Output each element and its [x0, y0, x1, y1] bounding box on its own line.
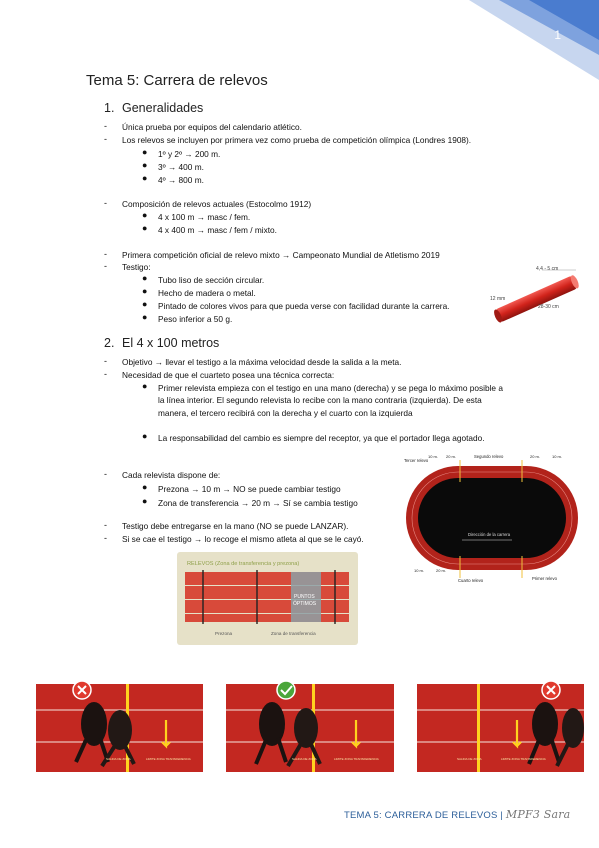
track-label-primer: Primer relevo: [532, 576, 557, 581]
s2-line-1: Objetivo → llevar el testigo a la máxima velocidad desde la salida a la meta.: [122, 357, 402, 367]
track-label-10m: 10 m.: [414, 568, 425, 573]
dash-marker: -: [104, 134, 107, 144]
s2-line-3: Cada relevista dispone de:: [122, 470, 221, 480]
section-2-heading: 2. El 4 x 100 metros: [104, 336, 220, 350]
zone-title: RELEVOS (Zona de transferencia y prezona): [187, 561, 300, 567]
bullet-icon: ●: [142, 299, 148, 309]
handoff-photo-wrong-2: [417, 680, 584, 772]
dash-marker: -: [104, 249, 107, 259]
zone-optimos: ÓPTIMOS: [293, 601, 317, 607]
bullet-icon: ●: [142, 496, 148, 506]
bullet-icon: ●: [142, 431, 148, 441]
transfer-zone-diagram: [177, 552, 358, 645]
bullet-icon: ●: [142, 147, 148, 157]
zone-puntos: PUNTOS: [294, 594, 315, 600]
dash-marker: -: [104, 520, 107, 530]
s2-line-2: Necesidad de que el cuarteto posea una técnica correcta:: [122, 370, 335, 380]
page-title: Tema 5: Carrera de relevos: [86, 72, 268, 89]
track-diagram: [402, 452, 584, 584]
photo-label: LIMITE ZONA TRANSFERENCIA: [146, 757, 191, 761]
bullet-icon: ●: [142, 160, 148, 170]
bullet-icon: ●: [142, 482, 148, 492]
s1-bullet-3: 4º → 800 m.: [158, 175, 204, 185]
corner-decoration: [459, 0, 599, 80]
s1-bullet-2: 3º → 400 m.: [158, 162, 204, 172]
s2-paragraph-1: Primer relevista empieza con el testigo en una mano (derecha) y se pega lo máximo posible a la línea interior. El segundo relevista lo recibe con la mano contraria (izquierda). De esta manera, el tercero recibirá con la derecha y el cuarto con la izquierda: [158, 383, 503, 418]
s1-line-2: Los relevos se incluyen por primera vez como prueba de competición olímpica (Londres 1908).: [122, 135, 472, 145]
bullet-icon: ●: [142, 173, 148, 183]
s1-bullet-8: Pintado de colores vivos para que pueda verse con facilidad durante la carrera.: [158, 301, 450, 311]
photo-label: SALIDA DE ZONA: [106, 757, 131, 761]
s1-bullet-6: Tubo liso de sección circular.: [158, 275, 265, 285]
baton-illustration: [486, 262, 586, 330]
page-footer: [344, 808, 570, 821]
s1-line-1: Única prueba por equipos del calendario atlético.: [122, 122, 302, 132]
s1-line-5: Testigo:: [122, 262, 151, 272]
s1-line-4: Primera competición oficial de relevo mixto → Campeonato Mundial de Atletismo 2019: [122, 250, 440, 260]
track-direction-label: Dirección de la carrera: [468, 532, 511, 537]
photo-label: SALIDA DE ZONA: [457, 757, 482, 761]
dash-marker: -: [104, 469, 107, 479]
baton-length-label: 28-30 cm: [538, 304, 559, 310]
photo-label: SALIDA DE ZONA: [292, 757, 317, 761]
s2-bullet-2: Zona de transferencia → 20 m → Sí se cambia testigo: [158, 498, 358, 508]
photo-label: LIMITE ZONA TRANSFERENCIA: [334, 757, 379, 761]
track-label-10m: 10 m.: [552, 454, 563, 459]
bullet-icon: ●: [142, 273, 148, 283]
dash-marker: -: [104, 356, 107, 366]
dash-marker: -: [104, 533, 107, 543]
s2-line-5: Si se cae el testigo → lo recoge el mismo atleta al que se le cayó.: [122, 534, 364, 544]
s2-bullet-1: Prezona → 10 m → NO se puede cambiar testigo: [158, 484, 341, 494]
s1-bullet-9: Peso inferior a 50 g.: [158, 314, 233, 324]
bullet-icon: ●: [142, 312, 148, 322]
s1-bullet-7: Hecho de madera o metal.: [158, 288, 256, 298]
section-1-heading: 1. Generalidades: [104, 101, 204, 115]
s1-bullet-5: 4 x 400 m → masc / fem / mixto.: [158, 225, 277, 235]
bullet-icon: ●: [142, 286, 148, 296]
track-label-cuarto: Cuarto relevo: [458, 578, 484, 583]
track-label-tercer: Tercer relevo: [404, 458, 429, 463]
baton-diameter-label: 4,4 - 5 cm: [536, 266, 559, 272]
dash-marker: -: [104, 198, 107, 208]
footer-title: TEMA 5: CARRERA DE RELEVOS: [344, 810, 498, 821]
dash-marker: -: [104, 369, 107, 379]
footer-separator: |: [500, 810, 504, 821]
track-label-segundo: Segundo relevo: [474, 454, 504, 459]
zone-prezona-label: Prezona: [215, 631, 233, 636]
handoff-photo-wrong-1: [36, 680, 203, 772]
dash-marker: -: [104, 261, 107, 271]
zone-transfer-label: Zona de transferencia: [271, 631, 316, 636]
photo-label: LIMITE ZONA TRANSFERENCIA: [501, 757, 546, 761]
s2-line-4: Testigo debe entregarse en la mano (NO se puede LANZAR).: [122, 521, 349, 531]
footer-signature: MPF3 Sara: [505, 808, 571, 821]
s1-line-3: Composición de relevos actuales (Estocolmo 1912): [122, 199, 312, 209]
bullet-icon: ●: [142, 223, 148, 233]
track-label-10m: 10 m.: [428, 454, 439, 459]
page-number: 1: [554, 28, 561, 42]
dash-marker: -: [104, 121, 107, 131]
handoff-photo-correct: [226, 680, 394, 772]
s1-bullet-1: 1º y 2º → 200 m.: [158, 149, 221, 159]
track-label-20m: 20 m.: [530, 454, 541, 459]
baton-thickness-label: 12 mm: [490, 296, 506, 302]
correct-icon: [277, 681, 295, 699]
s1-bullet-4: 4 x 100 m → masc / fem.: [158, 212, 251, 222]
track-label-20m: 20 m.: [436, 568, 447, 573]
track-label-20m: 20 m.: [446, 454, 457, 459]
bullet-icon: ●: [142, 210, 148, 220]
bullet-icon: ●: [142, 381, 148, 391]
s2-paragraph-2: La responsabilidad del cambio es siempre del receptor, ya que el portador llega agotado.: [158, 433, 485, 443]
